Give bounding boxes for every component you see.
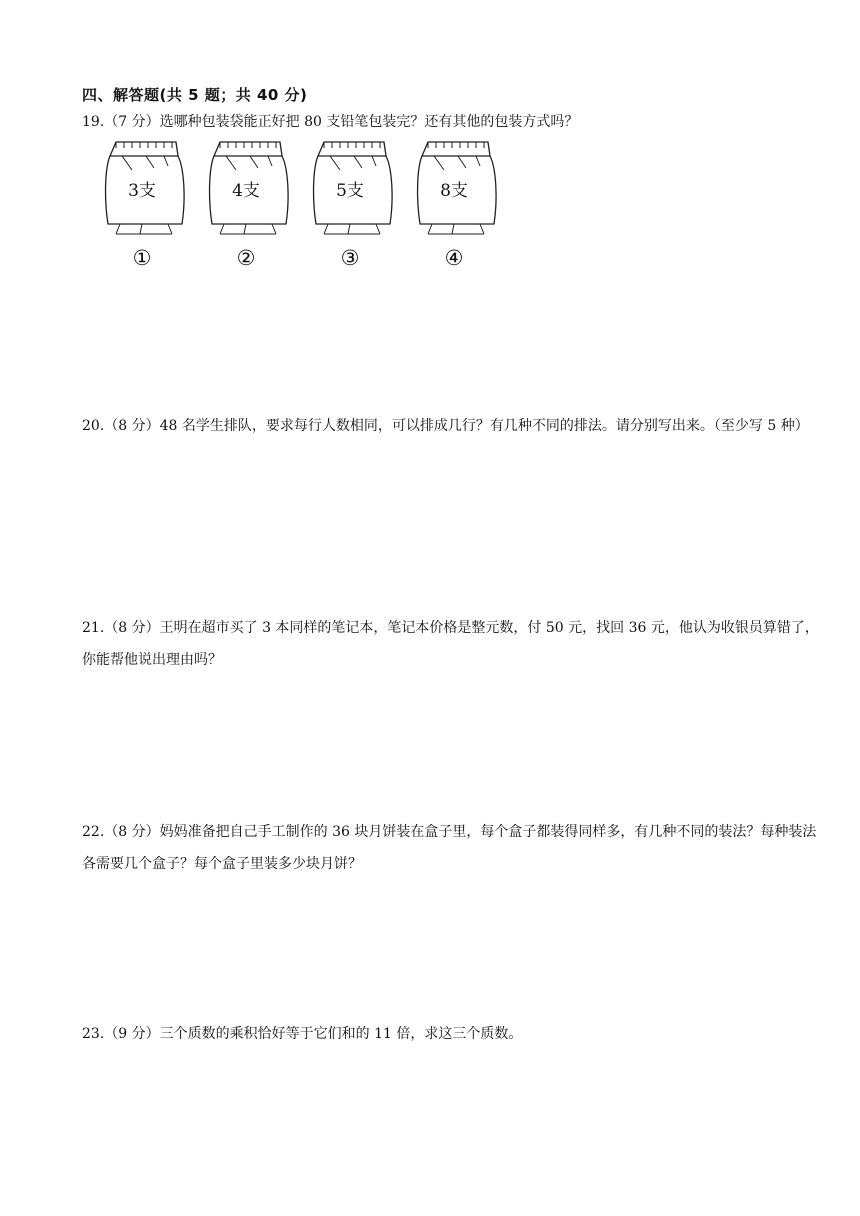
question-23: 23.（9 分）三个质数的乘积恰好等于它们和的 11 倍，求这三个质数。 — [82, 1026, 523, 1042]
bag-option-1 — [102, 138, 186, 274]
bag-number: ② — [236, 246, 256, 270]
bag-option-2 — [206, 138, 290, 274]
question-19: 19.（7 分）选哪种包装袋能正好把 80 支铅笔包装完？还有其他的包装方式吗？ — [82, 114, 579, 130]
bag-label: 5支 — [336, 181, 364, 201]
question-21: 21.（8 分）王明在超市买了 3 本同样的笔记本，笔记本价格是整元数，付 50 元，找回 36 元，他认为收银员算错了，你能帮他说出理由吗？ — [82, 620, 819, 668]
bag-number: ④ — [444, 246, 464, 270]
bag-option-3 — [310, 138, 394, 274]
bag-number: ① — [132, 246, 152, 270]
bag-label: 4支 — [232, 181, 260, 201]
pencil-bags-figure — [96, 138, 516, 274]
bag-label: 8支 — [440, 181, 468, 201]
bag-option-4 — [414, 138, 498, 274]
bag-label: 3支 — [128, 181, 156, 201]
question-20: 20.（8 分）48 名学生排队，要求每行人数相同，可以排成几行？有几种不同的排法。请分别写出来。（至少写 5 种） — [82, 418, 809, 434]
bag-number: ③ — [340, 246, 360, 270]
section-title: 四、解答题(共 5 题；共 40 分) — [82, 86, 308, 104]
question-22: 22.（8 分）妈妈准备把自己手工制作的 36 块月饼装在盒子里，每个盒子都装得同样多，有几种不同的装法？每种装法各需要几个盒子？每个盒子里装多少块月饼？ — [82, 824, 817, 872]
